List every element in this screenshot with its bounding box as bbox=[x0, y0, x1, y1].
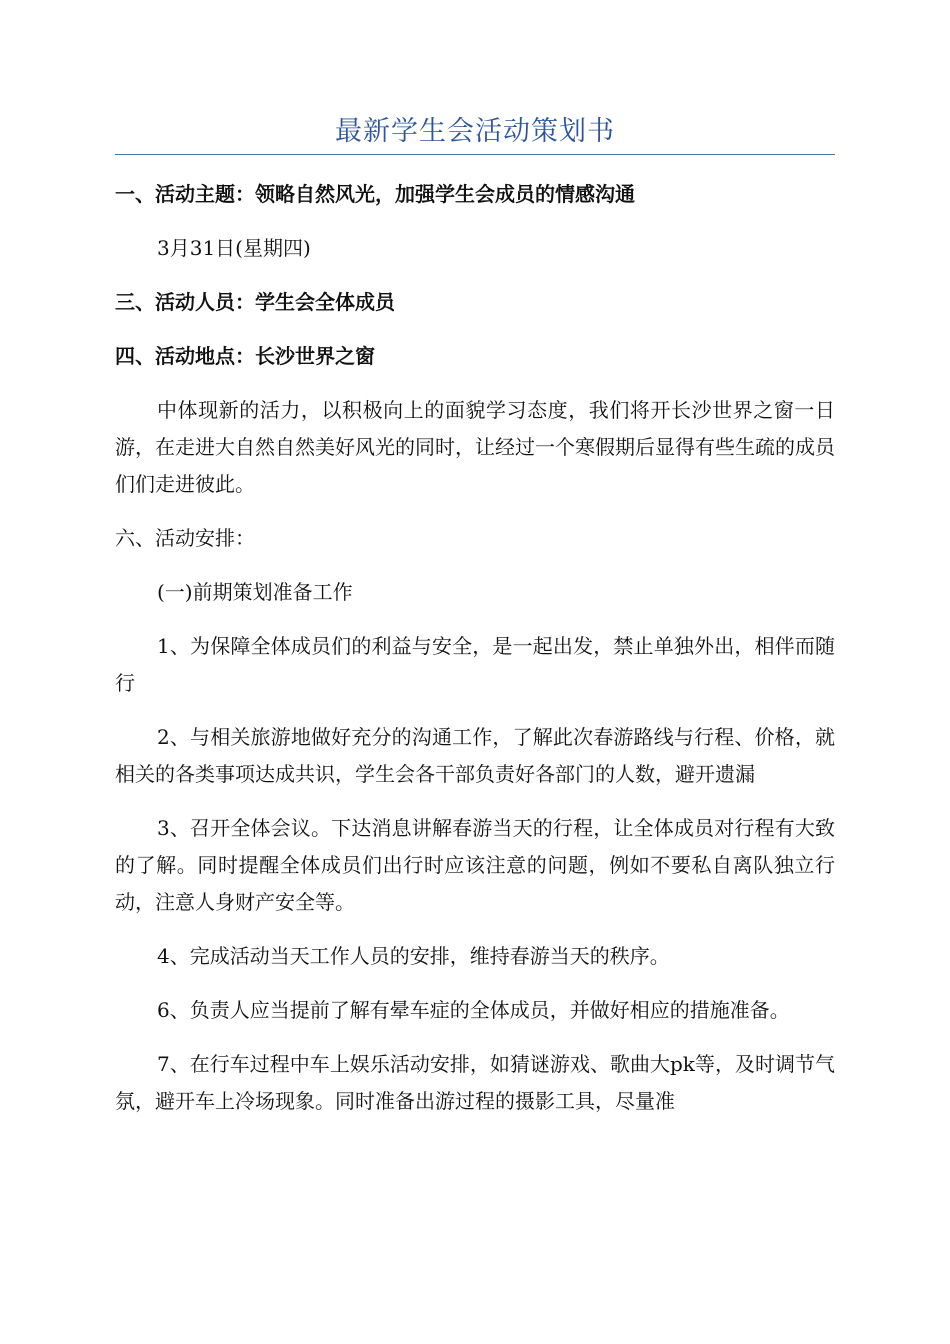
section-heading-arrangement: 六、活动安排： bbox=[115, 526, 255, 550]
list-item-2: 2、与相关旅游地做好充分的沟通工作，了解此次春游路线与行程、价格，就相关的各类事项达成共识，学生会各干部负责好各部门的人数，避开遗漏 bbox=[115, 725, 835, 786]
list-item-6: 6、负责人应当提前了解有晕车症的全体成员，并做好相应的措施准备。 bbox=[157, 998, 790, 1022]
section-heading-theme: 一、活动主题：领略自然风光，加强学生会成员的情感沟通 bbox=[115, 182, 635, 206]
section-heading-location: 四、活动地点：长沙世界之窗 bbox=[115, 344, 375, 368]
title-underline bbox=[115, 154, 835, 155]
section-heading-participants: 三、活动人员：学生会全体成员 bbox=[115, 290, 395, 314]
list-item-4: 4、完成活动当天工作人员的安排，维持春游当天的秩序。 bbox=[157, 944, 670, 968]
document-body bbox=[115, 176, 835, 1137]
document-title: 最新学生会活动策划书 bbox=[335, 116, 615, 147]
list-item-7: 7、在行车过程中车上娱乐活动安排，如猜谜游戏、歌曲大pk等，及时调节气氛，避开车上冷场现象。同时准备出游过程的摄影工具，尽量准 bbox=[115, 1052, 835, 1113]
paragraph-date: 3月31日(星期四) bbox=[157, 236, 311, 260]
subsection-heading-preparation: (一)前期策划准备工作 bbox=[157, 580, 353, 604]
paragraph-purpose: 中体现新的活力，以积极向上的面貌学习态度，我们将开长沙世界之窗一日游，在走进大自然自然美好风光的同时，让经过一个寒假期后显得有些生疏的成员们们走进彼此。 bbox=[115, 398, 835, 496]
list-item-1: 1、为保障全体成员们的利益与安全，是一起出发，禁止单独外出，相伴而随行 bbox=[115, 634, 835, 695]
list-item-3: 3、召开全体会议。下达消息讲解春游当天的行程，让全体成员对行程有大致的了解。同时提醒全体成员们出行时应该注意的问题，例如不要私自离队独立行动，注意人身财产安全等。 bbox=[115, 816, 835, 914]
